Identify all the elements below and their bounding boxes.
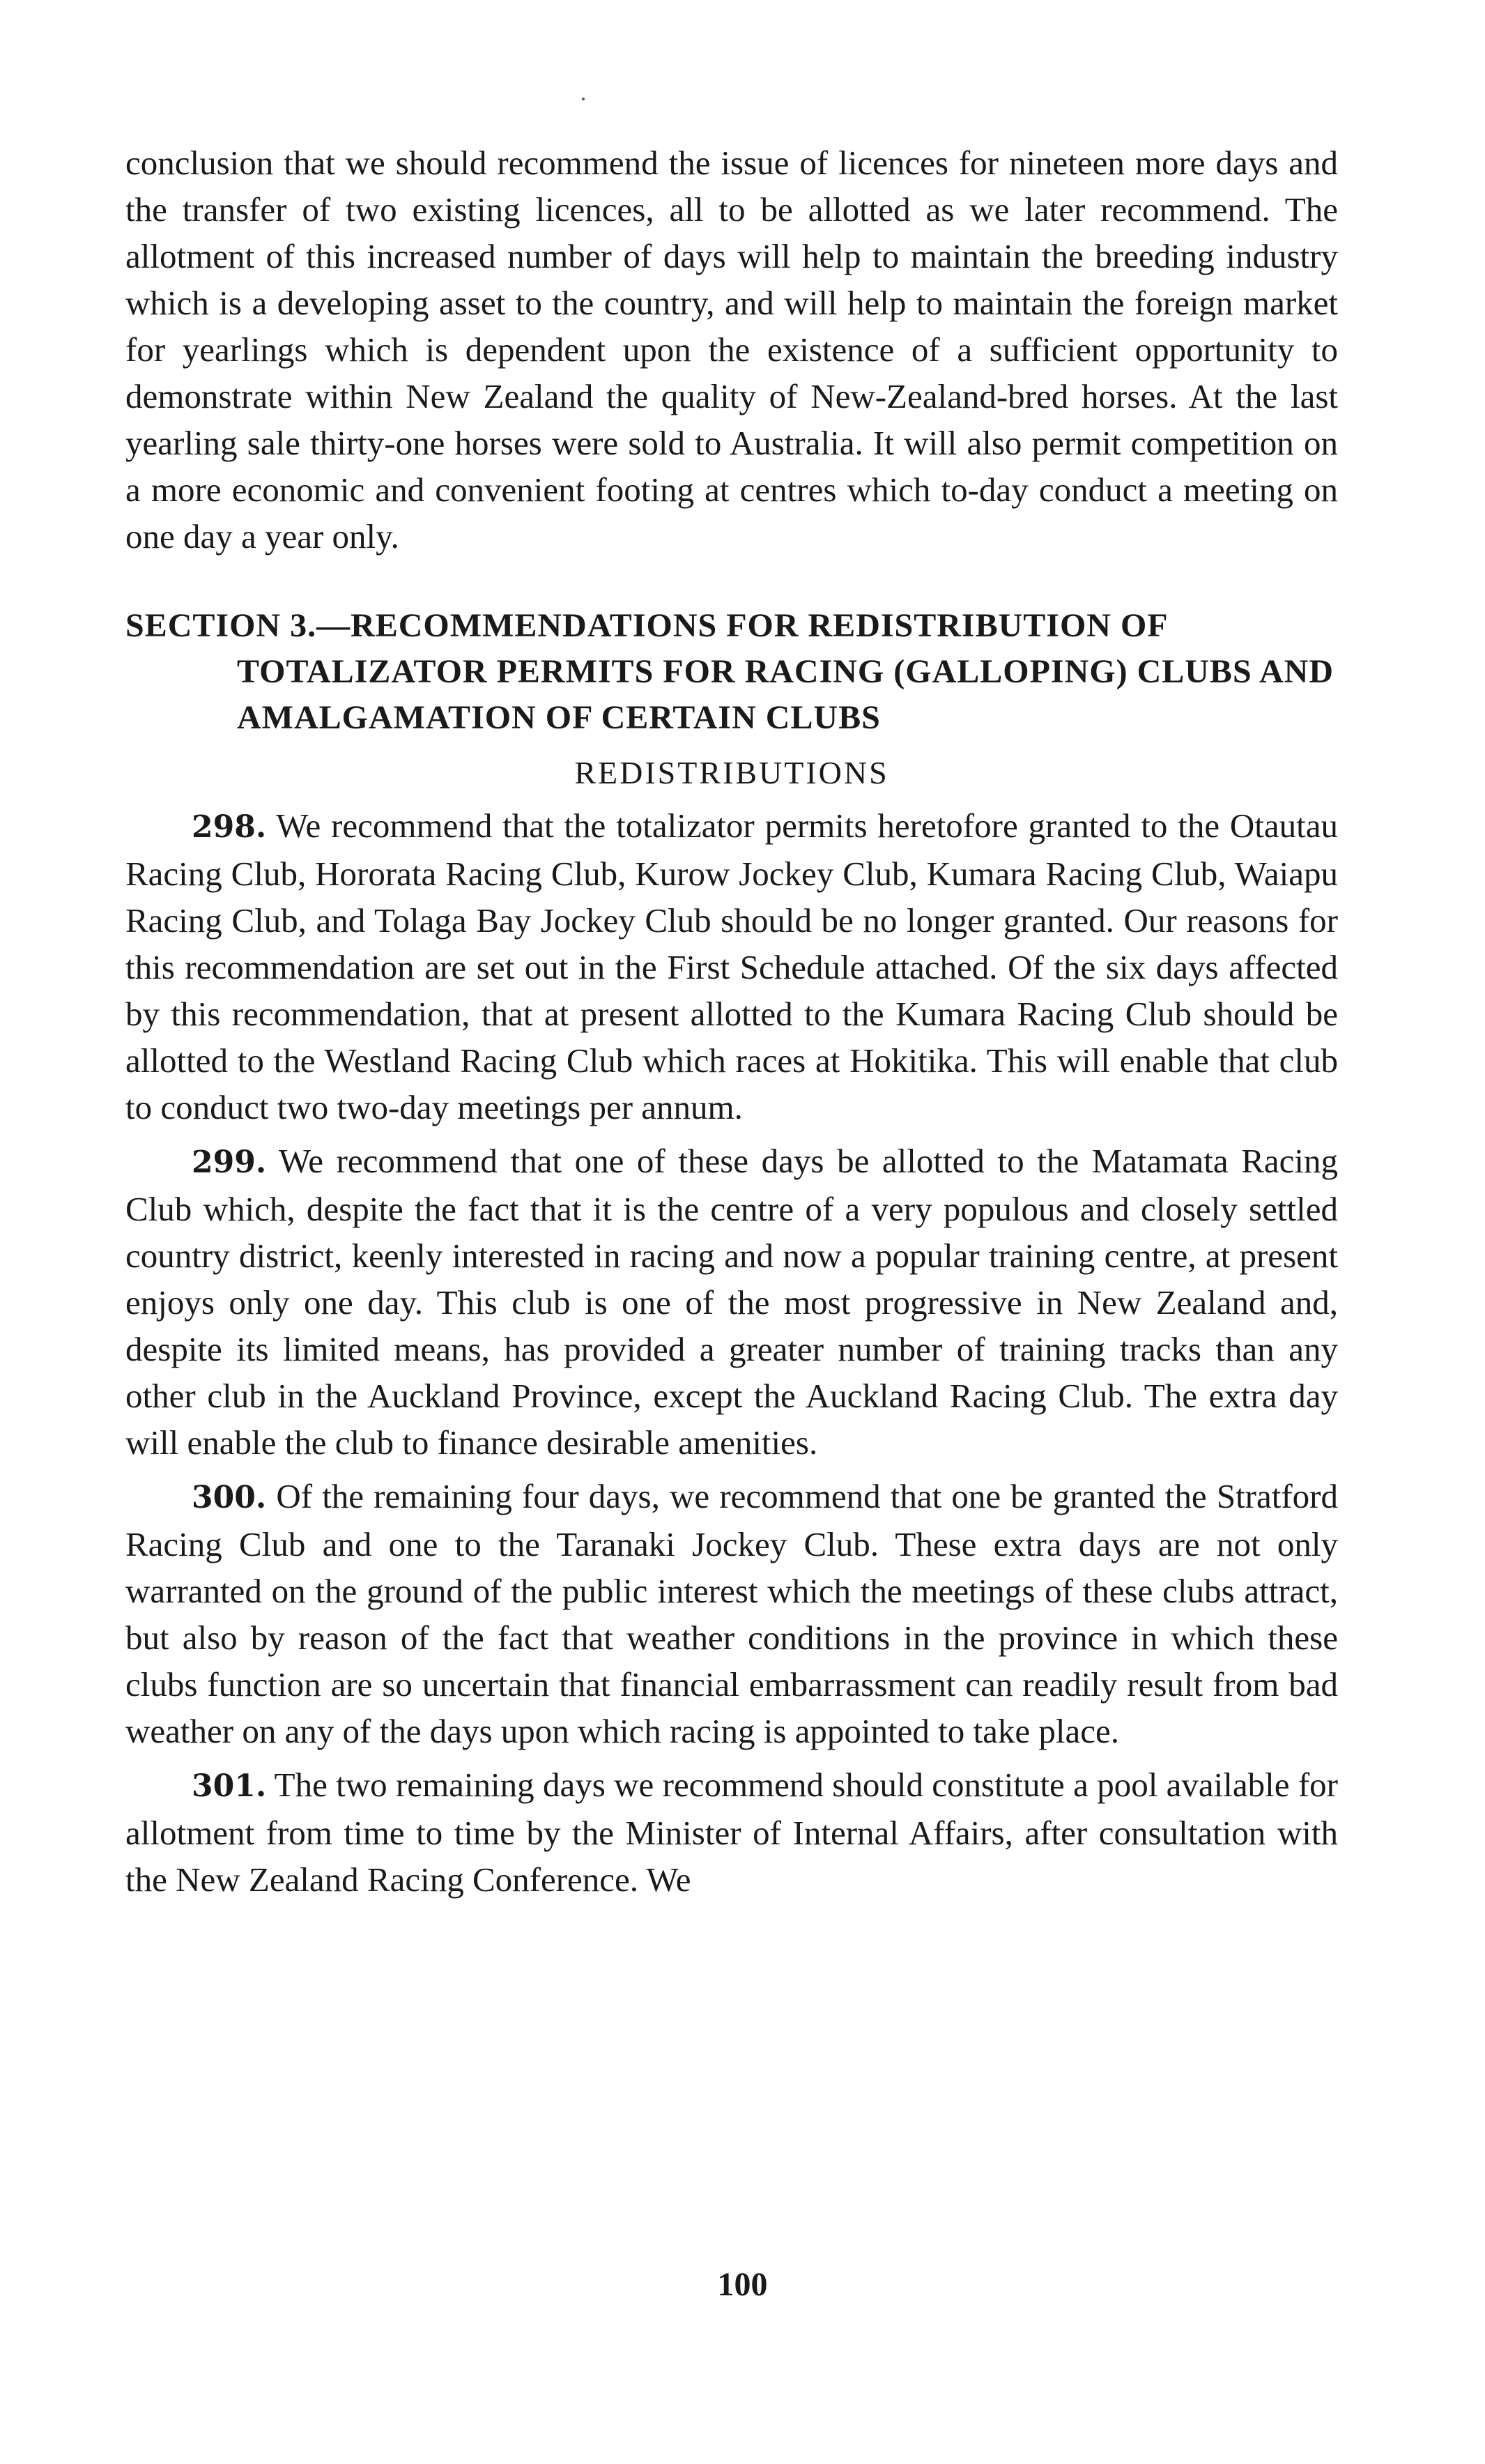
- page-body: [125, 139, 1338, 1903]
- paragraph-300: [125, 1473, 1338, 1754]
- stray-mark: [582, 98, 585, 100]
- paragraph-text: Of the remaining four days, we recommend that one be granted the Stratford Racing Club and one to the Taranaki Jockey Club. These extra days are not only warranted on the ground of the public interest which the meetings of these clubs attract, but also by reason of the fact that weather conditions in the province in which these clubs function are so uncertain that financial embarrassment can readily result from bad weather on any of the days upon which racing is appointed to take place.: [125, 1477, 1338, 1750]
- paragraph-298: [125, 802, 1338, 1131]
- paragraph-text: We recommend that one of these days be allotted to the Matamata Racing Club which, despite the fact that it is the centre of a very populous and closely settled country district, keenly interested in racing and now a popular training centre, at present enjoys only one day. This club is one of the most progressive in New Zealand and, despite its limited means, has provided a greater number of training tracks than any other club in the Auckland Province, except the Auckland Racing Club. The extra day will enable the club to finance desirable amenities.: [125, 1142, 1338, 1462]
- paragraph-299: [125, 1138, 1338, 1466]
- subheading-redistributions: REDISTRIBUTIONS: [574, 755, 889, 790]
- section-heading: SECTION 3.—RECOMMENDATIONS FOR REDISTRIBUTION OF TOTALIZATOR PERMITS FOR RACING (GALLOPING) CLUBS AND AMALGAMATION OF CERTAIN CLUBS: [125, 607, 1334, 736]
- paragraph-number: 299.: [192, 1145, 267, 1180]
- paragraph-number: 300.: [192, 1480, 267, 1515]
- intro-paragraph: conclusion that we should recommend the issue of licences for nineteen more days and the transfer of two existing licences, all to be allotted as we later recommend. The allotment of this increased number of days will help to maintain the breeding industry which is a developing asset to the country, and will help to maintain the foreign market for yearlings which is dependent upon the existence of a sufficient opportunity to demonstrate within New Zealand the quality of New-Zealand-bred horses. At the last yearling sale thirty-one horses were sold to Australia. It will also permit competition on a more economic and convenient footing at centres which to-day conduct a meeting on one day a year only.: [125, 144, 1338, 556]
- paragraph-301: [125, 1761, 1338, 1903]
- paragraph-number: 301.: [192, 1768, 267, 1804]
- paragraph-number: 298.: [192, 809, 267, 845]
- paragraph-text: The two remaining days we recommend should constitute a pool available for allotment from time to time by the Minister of Internal Affairs, after consultation with the New Zealand Racing Conference. We: [125, 1766, 1338, 1899]
- page-number: 100: [717, 2266, 768, 2303]
- paragraph-text: We recommend that the totalizator permits heretofore granted to the Otautau Racing Club, Hororata Racing Club, Kurow Jockey Club, Kumara Racing Club, Waiapu Racing Club, and Tolaga Bay Jockey Club should be no longer granted. Our reasons for this recommendation are set out in the First Schedule attached. Of the six days affected by this recommendation, that at present allotted to the Kumara Racing Club should be allotted to the Westland Racing Club which races at Hokitika. This will enable that club to conduct two two-day meetings per annum.: [125, 806, 1339, 1126]
